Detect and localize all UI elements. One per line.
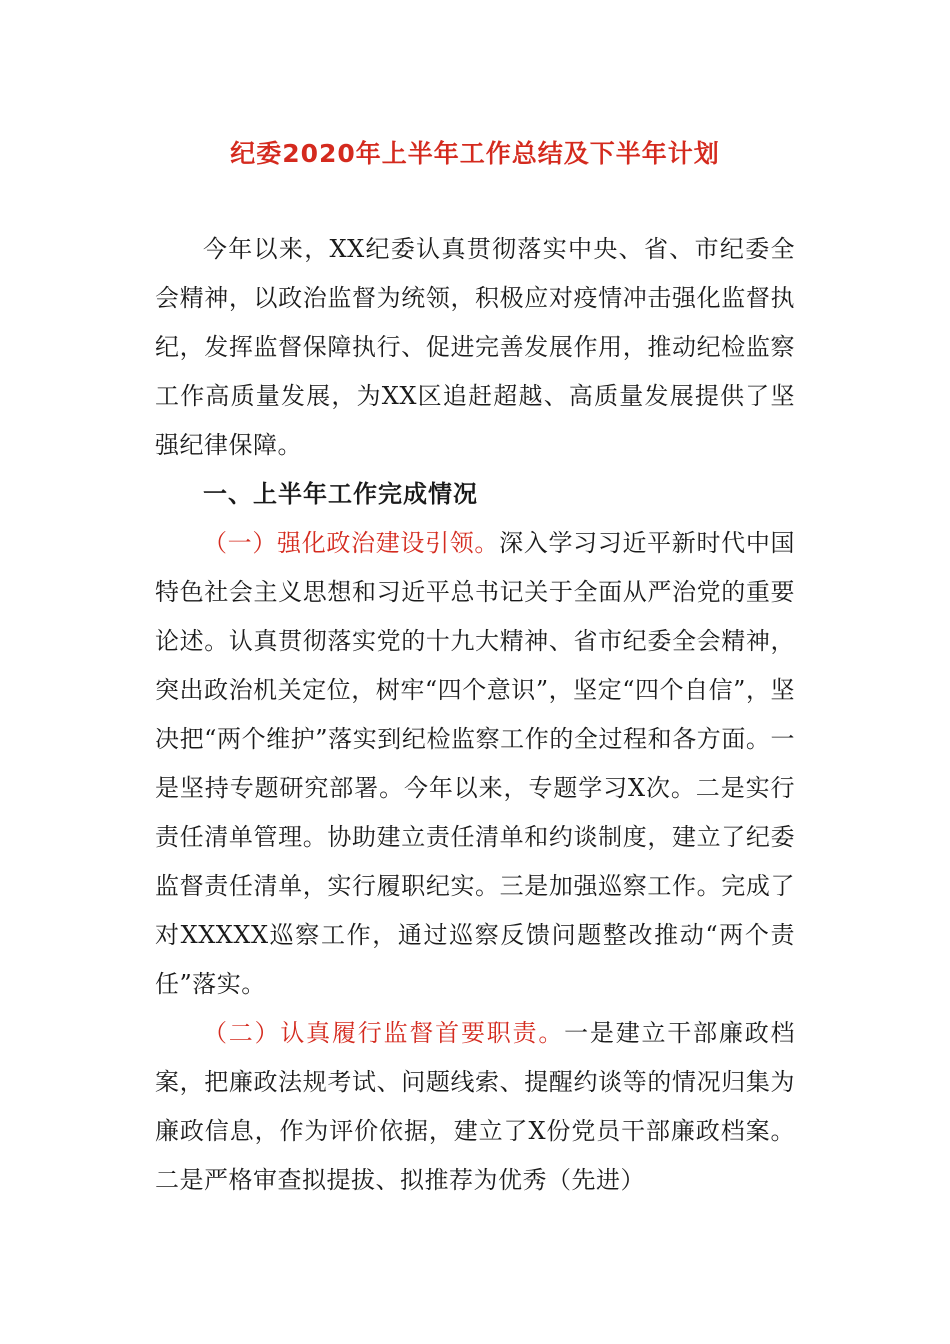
item-text-1: 深入学习习近平新时代中国特色社会主义思想和习近平总书记关于全面从严治党的重要论述。认真贯彻落实党的十九大精神、省市纪委全会精神，突出政治机关定位，树牢“四个意识”，坚定“四个自信”，坚决把“两个维护”落实到纪检监察工作的全过程和各方面。一是坚持专题研究部署。今年以来，专题学习X次。二是实行责任清单管理。协助建立责任清单和约谈制度，建立了纪委监督责任清单，实行履职纪实。三是加强巡察工作。完成了对XXXXX巡察工作，通过巡察反馈问题整改推动“两个责任”落实。 — [155, 529, 796, 998]
intro-paragraph: 今年以来，XX纪委认真贯彻落实中央、省、市纪委全会精神，以政治监督为统领，积极应对疫情冲击强化监督执纪，发挥监督保障执行、促进完善发展作用，推动纪检监察工作高质量发展，为XX区追赶超越、高质量发展提供了坚强纪律保障。 — [155, 235, 795, 459]
item-heading-2: （二）认真履行监督首要职责。 — [203, 1019, 565, 1047]
item-paragraph-1 — [155, 519, 795, 1009]
document-title: 纪委2020年上半年工作总结及下半年计划 — [230, 139, 720, 168]
item-heading-1: （一）强化政治建设引领。 — [203, 529, 500, 557]
item-paragraph-2 — [155, 1009, 795, 1205]
document-body — [155, 225, 795, 1205]
section-heading-1: 一、上半年工作完成情况 — [203, 480, 478, 508]
item-text-2: 一是建立干部廉政档案，把廉政法规考试、问题线索、提醒约谈等的情况归集为廉政信息，作为评价依据，建立了X份党员干部廉政档案。二是严格审查拟提拔、拟推荐为优秀（先进） — [155, 1019, 796, 1194]
